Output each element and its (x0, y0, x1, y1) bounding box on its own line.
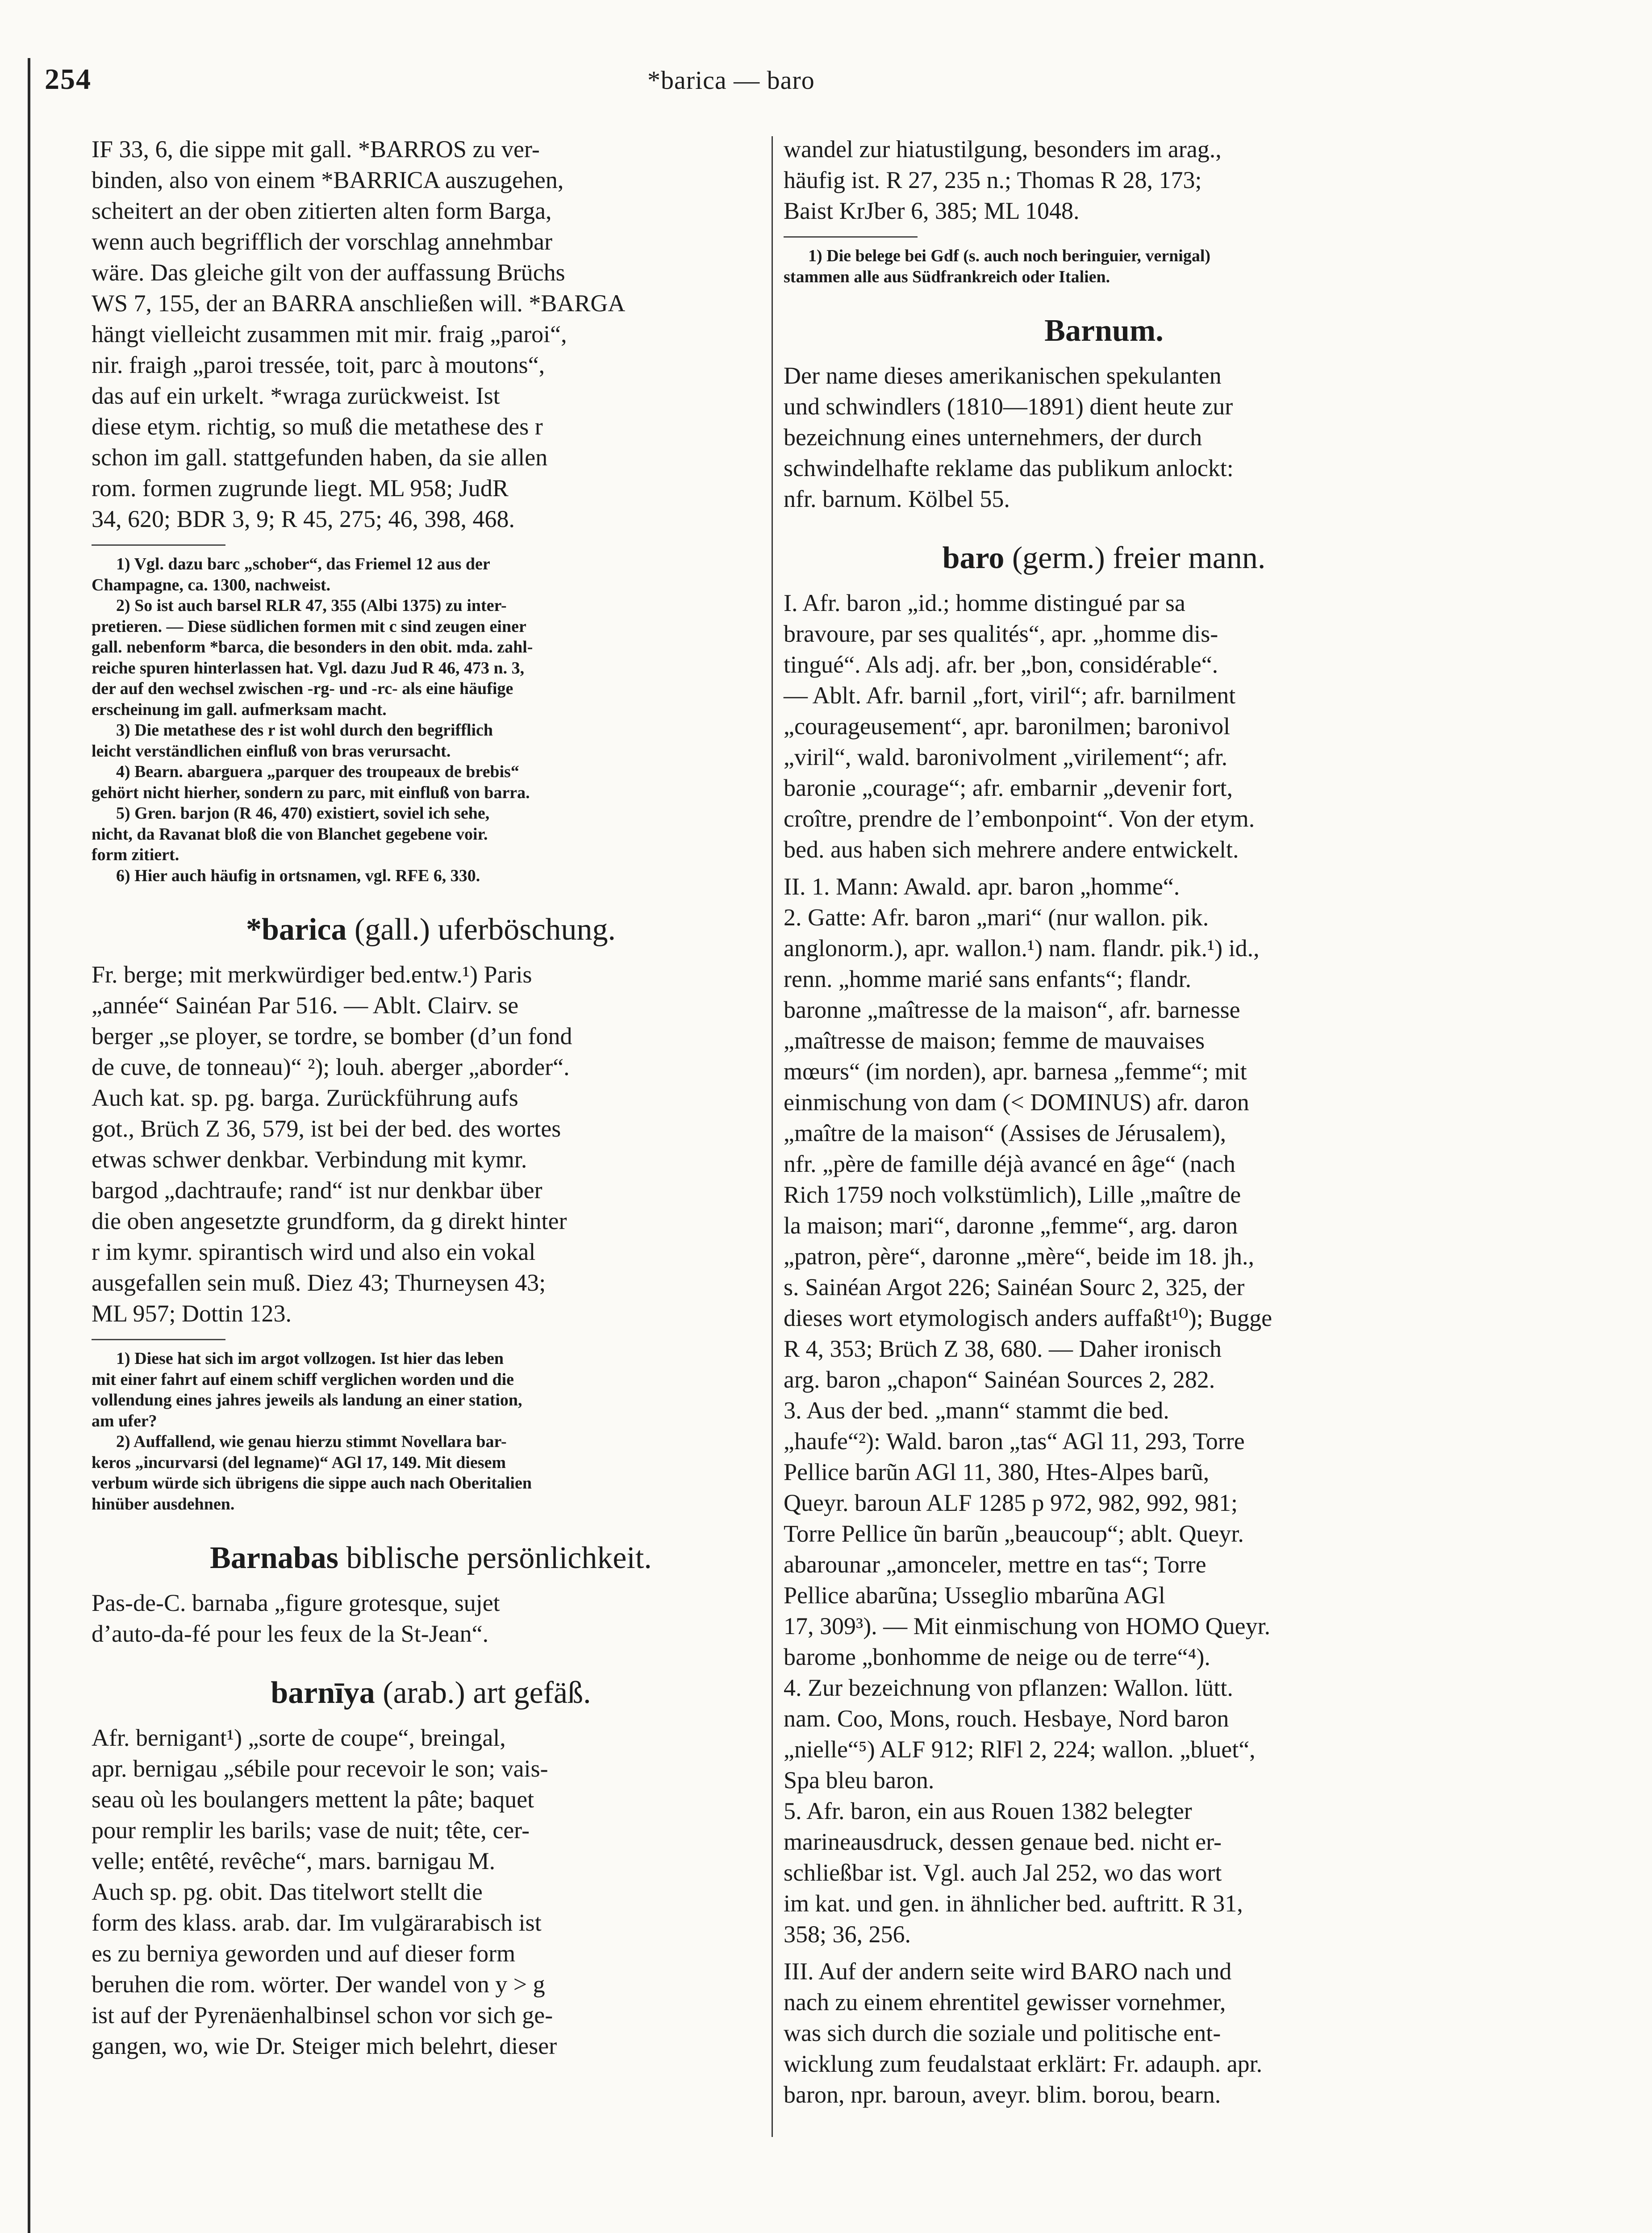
text-line: WS 7, 155, der an BARRA anschließen will. *BARGA (92, 290, 626, 317)
text-line: 358; 36, 256. (784, 1921, 911, 1948)
text-line: baron, npr. baroun, aveyr. blim. borou, bearn. (784, 2081, 1221, 2108)
text-line: apr. bernigau „sébile pour recevoir le son; vais- (92, 1755, 548, 1782)
baro-section-2 (784, 871, 1424, 1950)
text-line: „maître de la maison“ (Assises de Jérusalem), (784, 1120, 1226, 1146)
text-line: 17, 309³). — Mit einmischung von HOMO Queyr. (784, 1613, 1271, 1639)
footnote-line: 1) Vgl. dazu barc „schober“, das Friemel 12 aus der (116, 555, 490, 573)
footnote-line: gall. nebenform *barca, die besonders in den obit. mda. zahl- (92, 638, 533, 657)
footnote-line: mit einer fahrt auf einem schiff verglichen worden und die (92, 1370, 514, 1389)
gloss: biblische persönlichkeit. (346, 1541, 652, 1575)
footnote-rule (92, 1339, 225, 1340)
text-line: binden, also von einem *BARRICA auszugehen, (92, 167, 564, 193)
text-line: Pas-de-C. barnaba „figure grotesque, sujet (92, 1589, 500, 1616)
text-line: II. 1. Mann: Awald. apr. baron „homme“. (784, 873, 1180, 900)
gloss: (gall.) uferböschung. (354, 912, 616, 947)
text-line: Der name dieses amerikanischen spekulanten (784, 362, 1222, 389)
baro-section-3 (784, 1956, 1424, 2110)
footnote-line: 2) So ist auch barsel RLR 47, 355 (Albi 1375) zu inter- (116, 596, 507, 615)
text-line: die oben angesetzte grundform, da g direkt hinter (92, 1208, 567, 1234)
text-line: — Ablt. Afr. barnil „fort, viril“; afr. barnilment (784, 682, 1236, 709)
footnote-line: der auf den wechsel zwischen -rg- und -rc- als eine häufige (92, 679, 513, 698)
text-line: „patron, père“, daronne „mère“, beide im 18. jh., (784, 1243, 1255, 1270)
entry-heading-barniya (92, 1675, 770, 1711)
text-line: „maîtresse de maison; femme de mauvaises (784, 1027, 1205, 1054)
footnote-line: pretieren. — Diese südlichen formen mit c sind zeugen einer (92, 617, 526, 636)
text-line: marineausdruck, dessen genaue bed. nicht er- (784, 1828, 1222, 1855)
text-line: hängt vielleicht zusammen mit mir. fraig „paroi“, (92, 321, 567, 347)
footnote-line: 1) Die belege bei Gdf (s. auch noch beringuier, vernigal) (808, 247, 1211, 265)
footnote-line: form zitiert. (92, 845, 179, 864)
footnote-line: 6) Hier auch häufig in ortsnamen, vgl. RFE 6, 330. (116, 866, 480, 885)
text-line: nach zu einem ehrentitel gewisser vornehmer, (784, 1989, 1226, 2016)
text-line: anglonorm.), apr. wallon.¹) nam. flandr. pik.¹) id., (784, 935, 1260, 962)
page-edge-line (28, 58, 30, 2233)
footnote-line: vollendung eines jahres jeweils als landung an einer station, (92, 1391, 522, 1409)
text-line: was sich durch die soziale und politische ent- (784, 2020, 1221, 2046)
text-line: scheitert an der oben zitierten alten form Barga, (92, 197, 552, 224)
text-line: la maison; mari“, daronne „femme“, arg. daron (784, 1212, 1238, 1239)
footnote-line: Champagne, ca. 1300, nachweist. (92, 575, 331, 594)
text-line: schwindelhafte reklame das publikum anlockt: (784, 455, 1234, 481)
text-line: Afr. bernigant¹) „sorte de coupe“, breingal, (92, 1724, 506, 1751)
text-line: 4. Zur bezeichnung von pflanzen: Wallon. lütt. (784, 1674, 1233, 1701)
footnote-line: 3) Die metathese des r ist wohl durch den begrifflich (116, 721, 493, 740)
footnote-line: hinüber ausdehnen. (92, 1494, 235, 1514)
footnote-rule (784, 236, 918, 238)
text-line: barome „bonhomme de neige ou de terre“⁴). (784, 1643, 1210, 1670)
barnabas-entry-text (92, 1588, 770, 1649)
entry-heading-barnabas (92, 1540, 770, 1576)
right-footnotes (784, 246, 1424, 287)
entry-heading-baro (784, 540, 1424, 576)
text-line: wandel zur hiatustilgung, besonders im arag., (784, 136, 1222, 163)
left-footnotes-2 (92, 1348, 770, 1514)
barica-entry-text (92, 959, 770, 1329)
text-line: d’auto-da-fé pour les feux de la St-Jean“. (92, 1620, 489, 1647)
text-line: R 4, 353; Brüch Z 38, 680. — Daher ironisch (784, 1335, 1222, 1362)
text-line: rom. formen zugrunde liegt. ML 958; JudR (92, 475, 509, 502)
headword: baro (942, 541, 1005, 575)
text-line: ist auf der Pyrenäenhalbinsel schon vor sich ge- (92, 2002, 553, 2028)
headword: Barnum. (1044, 314, 1164, 348)
text-line: tingué“. Als adj. afr. ber „bon, considérable“. (784, 651, 1218, 678)
text-line: 3. Aus der bed. „mann“ stammt die bed. (784, 1397, 1169, 1424)
text-line: es zu berniya geworden und auf dieser form (92, 1940, 516, 1967)
gloss: (germ.) freier mann. (1012, 541, 1266, 575)
text-line: „viril“, wald. baronivolment „virilement“; afr. (784, 744, 1228, 770)
text-line: einmischung von dam (< DOMINUS) afr. daron (784, 1089, 1249, 1116)
footnote-line: leicht verständlichen einfluß von bras verursacht. (92, 741, 451, 761)
text-line: „haufe“²): Wald. baron „tas“ AGl 11, 293, Torre (784, 1428, 1245, 1455)
text-line: croître, prendre de l’embonpoint“. Von der etym. (784, 805, 1255, 832)
headword: Barnabas (210, 1541, 339, 1575)
text-line: bargod „dachtraufe; rand“ ist nur denkbar über (92, 1177, 542, 1204)
text-line: nfr. barnum. Kölbel 55. (784, 485, 1010, 512)
text-line: mœurs“ (im norden), apr. barnesa „femme“; mit (784, 1058, 1247, 1085)
text-line: das auf ein urkelt. *wraga zurückweist. Ist (92, 382, 500, 409)
text-line: Spa bleu baron. (784, 1767, 934, 1794)
gloss: (arab.) art gefäß. (383, 1676, 591, 1710)
text-line: baronie „courage“; afr. embarnir „devenir fort, (784, 774, 1233, 801)
text-line: nfr. „père de famille déjà avancé en âge“ (nach (784, 1150, 1235, 1177)
text-line: „courageusement“, apr. baronilmen; baronivol (784, 713, 1231, 740)
text-line: wenn auch begrifflich der vorschlag annehmbar (92, 228, 553, 255)
barnum-entry-text (784, 360, 1424, 514)
text-line: Baist KrJber 6, 385; ML 1048. (784, 197, 1080, 224)
left-intro-text (92, 134, 770, 535)
footnote-line: 2) Auffallend, wie genau hierzu stimmt Novellara bar- (116, 1432, 507, 1451)
text-line: IF 33, 6, die sippe mit gall. *BARROS zu ver- (92, 136, 540, 163)
text-line: wäre. Das gleiche gilt von der auffassung Brüchs (92, 259, 565, 286)
barniya-entry-text (92, 1723, 770, 2062)
text-line: im kat. und gen. in ähnlicher bed. auftritt. R 31, (784, 1890, 1243, 1917)
text-line: berger „se ployer, se tordre, se bomber (d’un fond (92, 1023, 572, 1050)
footnote-line: 5) Gren. barjon (R 46, 470) existiert, soviel ich sehe, (116, 804, 490, 823)
text-line: ML 957; Dottin 123. (92, 1300, 292, 1327)
text-line: Auch sp. pg. obit. Das titelwort stellt die (92, 1878, 483, 1905)
text-line: seau où les boulangers mettent la pâte; baquet (92, 1786, 534, 1813)
text-line: form des klass. arab. dar. Im vulgärarabisch ist (92, 1909, 542, 1936)
text-line: baronne „maîtresse de la maison“, afr. barnesse (784, 996, 1240, 1023)
footnote-line: erscheinung im gall. aufmerksam macht. (92, 700, 387, 719)
text-line: bravoure, par ses qualités“, apr. „homme dis- (784, 620, 1218, 647)
text-line: nir. fraigh „paroi tressée, toit, parc à moutons“, (92, 351, 545, 378)
text-line: got., Brüch Z 36, 579, ist bei der bed. des wortes (92, 1115, 561, 1142)
text-line: „année“ Sainéan Par 516. — Ablt. Clairv. se (92, 992, 519, 1019)
text-line: diese etym. richtig, so muß die metathese des r (92, 413, 543, 440)
text-line: 2. Gatte: Afr. baron „mari“ (nur wallon. pik. (784, 904, 1209, 931)
text-line: 34, 620; BDR 3, 9; R 45, 275; 46, 398, 468. (92, 506, 515, 532)
footnote-line: 1) Diese hat sich im argot vollzogen. Ist hier das leben (116, 1349, 504, 1368)
text-line: ausgefallen sein muß. Diez 43; Thurneysen 43; (92, 1269, 546, 1296)
footnote-rule (92, 544, 225, 546)
left-column (92, 134, 770, 2062)
text-line: „nielle“⁵) ALF 912; RlFl 2, 224; wallon. „bluet“, (784, 1736, 1256, 1763)
running-head: *barica — baro (647, 66, 815, 95)
text-line: dieses wort etymologisch anders auffaßt¹⁰); Bugge (784, 1305, 1272, 1331)
footnote-line: verbum würde sich übrigens die sippe auch nach Oberitalien (92, 1474, 532, 1493)
column-divider (772, 136, 773, 2137)
text-line: III. Auf der andern seite wird BARO nach und (784, 1958, 1232, 1985)
text-line: beruhen die rom. wörter. Der wandel von y > g (92, 1971, 545, 1998)
text-line: I. Afr. baron „id.; homme distingué par sa (784, 590, 1185, 616)
page-number: 254 (45, 63, 92, 96)
text-line: velle; entêté, revêche“, mars. barnigau M. (92, 1848, 496, 1874)
footnote-line: stammen alle aus Südfrankreich oder Italien. (784, 267, 1110, 286)
text-line: Pellice barũn AGl 11, 380, Htes-Alpes barũ, (784, 1459, 1210, 1485)
text-line: und schwindlers (1810—1891) dient heute zur (784, 393, 1233, 420)
right-column (784, 134, 1424, 2110)
footnote-line: reiche spuren hinterlassen hat. Vgl. dazu Jud R 46, 473 n. 3, (92, 658, 525, 677)
text-line: bed. aus haben sich mehrere andere entwickelt. (784, 836, 1239, 863)
text-line: r im kymr. spirantisch wird und also ein vokal (92, 1238, 536, 1265)
text-line: abarounar „amonceler, mettre en tas“; Torre (784, 1551, 1206, 1578)
text-line: etwas schwer denkbar. Verbindung mit kymr. (92, 1146, 527, 1173)
headword: barnīya (271, 1676, 375, 1710)
text-line: gangen, wo, wie Dr. Steiger mich belehrt, dieser (92, 2032, 557, 2059)
text-line: Torre Pellice ũn barũn „beaucoup“; ablt. Queyr. (784, 1520, 1244, 1547)
left-footnotes-1 (92, 554, 770, 886)
footnote-line: gehört nicht hierher, sondern zu parc, mit einfluß von barra. (92, 783, 530, 802)
text-line: renn. „homme marié sans enfants“; flandr. (784, 966, 1192, 992)
text-line: Rich 1759 noch volkstümlich), Lille „maître de (784, 1181, 1241, 1208)
text-line: 5. Afr. baron, ein aus Rouen 1382 belegter (784, 1798, 1192, 1824)
page-header (45, 63, 1429, 103)
footnote-line: nicht, da Ravanat bloß die von Blanchet gegebene voir. (92, 824, 488, 844)
footnote-line: am ufer? (92, 1411, 157, 1430)
text-line: wicklung zum feudalstaat erklärt: Fr. adauph. apr. (784, 2050, 1263, 2077)
text-line: nam. Coo, Mons, rouch. Hesbaye, Nord baron (784, 1705, 1229, 1732)
text-line: schon im gall. stattgefunden haben, da sie allen (92, 444, 548, 471)
baro-section-1 (784, 588, 1424, 865)
headword: *barica (246, 912, 347, 947)
right-continuation-text (784, 134, 1424, 226)
text-line: bezeichnung eines unternehmers, der durch (784, 424, 1202, 451)
text-line: Auch kat. sp. pg. barga. Zurückführung aufs (92, 1084, 518, 1111)
text-line: arg. baron „chapon“ Sainéan Sources 2, 282. (784, 1366, 1215, 1393)
text-line: häufig ist. R 27, 235 n.; Thomas R 28, 173; (784, 167, 1202, 193)
footnote-line: 4) Bearn. abarguera „parquer des troupeaux de brebis“ (116, 762, 519, 781)
text-line: de cuve, de tonneau)“ ²); louh. aberger „aborder“. (92, 1054, 570, 1080)
text-line: Fr. berge; mit merkwürdiger bed.entw.¹) Paris (92, 961, 532, 988)
text-line: schließbar ist. Vgl. auch Jal 252, wo das wort (784, 1859, 1222, 1886)
text-line: Pellice abarũna; Usseglio mbarũna AGl (784, 1582, 1165, 1609)
text-line: s. Sainéan Argot 226; Sainéan Sourc 2, 325, der (784, 1274, 1245, 1300)
footnote-line: keros „incurvarsi (del legname)“ AGl 17, 149. Mit diesem (92, 1453, 506, 1472)
entry-heading-barica (92, 912, 770, 948)
entry-heading-barnum (784, 313, 1424, 349)
text-line: pour remplir les barils; vase de nuit; tête, cer- (92, 1817, 530, 1844)
text-line: Queyr. baroun ALF 1285 p 972, 982, 992, 981; (784, 1489, 1238, 1516)
